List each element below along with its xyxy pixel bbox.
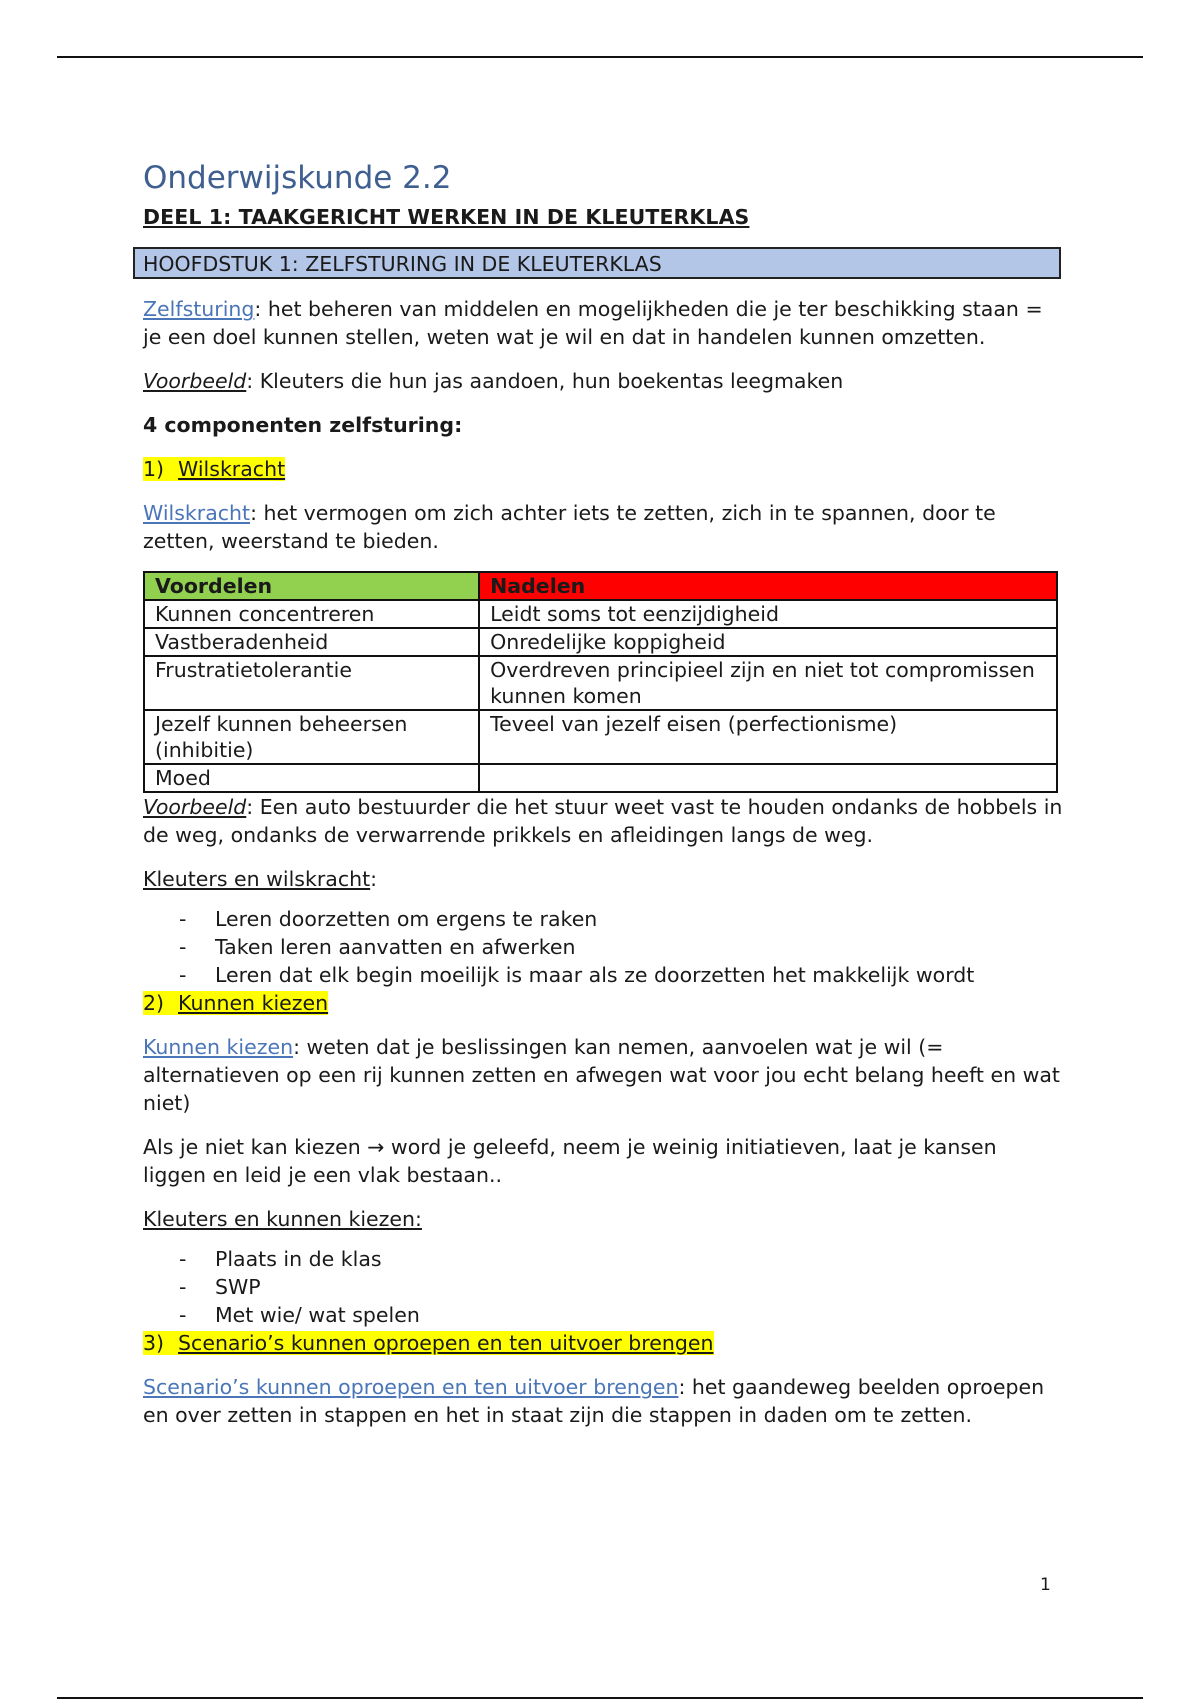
table-row: [144, 710, 1057, 764]
wilskracht-term[interactable]: Wilskracht: [143, 501, 251, 526]
wilskracht-definition-text: : het vermogen om zich achter iets te zetten, zich in te spannen, door te zetten, weerstand te bieden.: [143, 501, 996, 554]
cons-header: Nadelen: [479, 572, 1057, 600]
zelfsturing-term[interactable]: Zelfsturing: [143, 297, 255, 322]
pros-header: Voordelen: [144, 572, 479, 600]
header-rule: [57, 56, 1143, 58]
section2-heading: [143, 989, 1063, 1017]
table-cell: Onredelijke koppigheid: [479, 628, 1057, 656]
kleuters-wilskracht-list: [143, 905, 1063, 989]
part-heading: DEEL 1: TAAKGERICHT WERKEN IN DE KLEUTERKLAS: [143, 205, 750, 230]
scenarios-definition-text: : het gaandeweg beelden oproepen en over zetten in stappen en het in staat zijn die stappen in daden om te zetten.: [143, 1375, 1045, 1428]
table-cell: [479, 764, 1057, 792]
kunnen-kiezen-definition: [143, 1033, 1063, 1117]
section3-label: Scenario’s kunnen oproepen en ten uitvoer brengen: [178, 1331, 714, 1356]
kunnen-kiezen-definition-text: : weten dat je beslissingen kan nemen, aanvoelen wat je wil (= alternatieven op een rij kunnen zetten en afwegen wat voor jou echt belang heeft en wat niet): [143, 1035, 1060, 1116]
section2-number: 2): [143, 991, 165, 1016]
example-text: : Een auto bestuurder die het stuur weet vast te houden ondanks de hobbels in de weg, ondanks de verwarrende prikkels en afleidingen langs de weg.: [143, 795, 1063, 848]
zelfsturing-example: [143, 367, 1063, 395]
document-title: Onderwijskunde 2.2: [143, 160, 452, 196]
heading-colon: :: [370, 867, 378, 892]
table-cell: Vastberadenheid: [144, 628, 479, 656]
components-heading: 4 componenten zelfsturing:: [143, 413, 463, 438]
zelfsturing-definition-text: : het beheren van middelen en mogelijkheden die je ter beschikking staan = je een doel kunnen stellen, weten wat je wil en dat in handelen kunnen omzetten.: [143, 297, 1043, 350]
example-label: Voorbeeld: [143, 369, 247, 394]
table-cell: Frustratietolerantie: [144, 656, 479, 710]
kleuters-wilskracht-heading-text: Kleuters en wilskracht: [143, 867, 371, 892]
page-number: 1: [1040, 1575, 1051, 1595]
list-item: - Taken leren aanvatten en afwerken: [179, 933, 1063, 961]
table-header-row: [144, 572, 1057, 600]
table-row: [144, 628, 1057, 656]
kleuters-kiezen-heading: [143, 1205, 1063, 1233]
kunnen-kiezen-term[interactable]: Kunnen kiezen: [143, 1035, 294, 1060]
pros-cons-table: [143, 571, 1058, 793]
table-cell: Moed: [144, 764, 479, 792]
table-cell: Teveel van jezelf eisen (perfectionisme): [479, 710, 1057, 764]
section1-number: 1): [143, 457, 165, 482]
wilskracht-example: [143, 793, 1063, 849]
list-item: - Met wie/ wat spelen: [179, 1301, 1063, 1329]
document-page: [143, 160, 1063, 1445]
list-item: - Plaats in de klas: [179, 1245, 1063, 1273]
kleuters-wilskracht-heading: [143, 865, 1063, 893]
table-cell: Leidt soms tot eenzijdigheid: [479, 600, 1057, 628]
kleuters-kiezen-list: [143, 1245, 1063, 1329]
section3-heading: [143, 1329, 1063, 1357]
zelfsturing-definition: [143, 295, 1063, 351]
table-row: [144, 764, 1057, 792]
list-item: - SWP: [179, 1273, 1063, 1301]
example-label: Voorbeeld: [143, 795, 247, 820]
footer-rule: [57, 1697, 1143, 1699]
table-cell: Jezelf kunnen beheersen (inhibitie): [144, 710, 479, 764]
example-text: : Kleuters die hun jas aandoen, hun boekentas leegmaken: [246, 369, 844, 394]
wilskracht-definition: [143, 499, 1063, 555]
kunnen-kiezen-consequence: Als je niet kan kiezen → word je geleefd, neem je weinig initiatieven, laat je kansen liggen en leid je een vlak bestaan..: [143, 1135, 997, 1188]
table-cell: Kunnen concentreren: [144, 600, 479, 628]
section2-label: Kunnen kiezen: [178, 991, 329, 1016]
list-item: - Leren doorzetten om ergens te raken: [179, 905, 1063, 933]
section3-number: 3): [143, 1331, 165, 1356]
list-item: - Leren dat elk begin moeilijk is maar als ze doorzetten het makkelijk wordt: [179, 961, 1063, 989]
kleuters-kiezen-heading-text: Kleuters en kunnen kiezen:: [143, 1207, 422, 1232]
table-row: [144, 656, 1057, 710]
section1-heading: [143, 455, 1063, 483]
scenarios-definition: [143, 1373, 1063, 1429]
table-cell: Overdreven principieel zijn en niet tot compromissen kunnen komen: [479, 656, 1057, 710]
table-row: [144, 600, 1057, 628]
section1-label: Wilskracht: [178, 457, 286, 482]
chapter-heading: HOOFDSTUK 1: ZELFSTURING IN DE KLEUTERKLAS: [133, 247, 1061, 279]
scenarios-term[interactable]: Scenario’s kunnen oproepen en ten uitvoer brengen: [143, 1375, 679, 1400]
